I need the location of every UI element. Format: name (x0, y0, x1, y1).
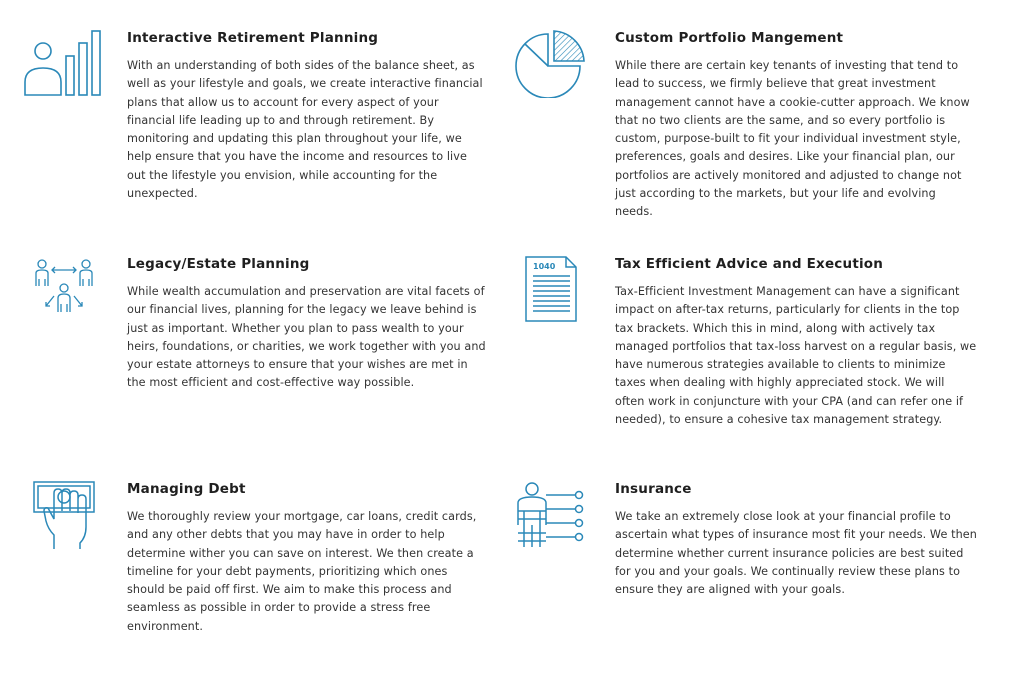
hand-money-icon (24, 481, 98, 551)
service-title: Interactive Retirement Planning (127, 30, 379, 46)
service-tax-advice (512, 256, 992, 446)
service-description: We take an extremely close look at your financial profile to ascertain what types of insurance most fit your needs. We then determine whether current insurance policies are best suited for you and your goals. We continually review these plans to ensure they are aligned with your goals. (615, 510, 977, 597)
tax-form-label: 1040 (533, 262, 556, 271)
service-managing-debt (24, 481, 494, 641)
service-title: Legacy/Estate Planning (127, 256, 310, 272)
retirement-chart-icon (24, 30, 104, 98)
pie-chart-icon (512, 30, 586, 98)
service-description: We thoroughly review your mortgage, car loans, credit cards, and any other debts that you may have in order to help determine wither you can save on interest. We then create a timeline for your debt payments, prioritizing which ones should be paid off first. We aim to make this process and seamless as possible in order to provide a stress free environment. (127, 510, 477, 633)
service-retirement-planning (24, 30, 494, 210)
service-description: While wealth accumulation and preservation are vital facets of our financial lives, planning for the legacy we leave behind is just as important. Whether you plan to pass wealth to your heirs, foundations, or charities, we work together with you and your estate attorneys to ensure that your wishes are met in the most efficient and cost-effective way possible. (127, 285, 486, 390)
service-description: While there are certain key tenants of investing that tend to lead to success, we firmly believe that great investment management cannot have a cookie-cutter approach. We know that no two clients are the same, and so every portfolio is custom, purpose-built to fit your individual investment style, preferences, goals and desires. Like your financial plan, our portfolios are actively monitored and adjusted to change not just according to the markets, but your life and evolving needs. (615, 59, 970, 219)
service-portfolio-management (512, 30, 992, 230)
service-title: Tax Efficient Advice and Execution (615, 256, 884, 272)
family-network-icon (24, 256, 100, 320)
service-insurance (512, 481, 992, 631)
service-description: Tax-Efficient Investment Management can have a significant impact on after-tax returns, particularly for clients in the top tax brackets. Which this in mind, along with actively tax managed portfolios that tax-loss harvest on a regular basis, we have numerous strategies available to clients to minimize taxes when dealing with highly appreciated stock. We will often work in conjuncture with your CPA (and can refer one if needed), to ensure a cohesive tax management strategy. (615, 285, 977, 427)
tax-form-icon (512, 256, 582, 324)
service-legacy-planning (24, 256, 494, 416)
person-insurance-icon (512, 481, 586, 551)
service-description: With an understanding of both sides of the balance sheet, as well as your lifestyle and goals, we create interactive financial plans that allow us to account for every aspect of your financial life leading up to and through retirement. By monitoring and updating this plan throughout your life, we help ensure that you have the income and resources to live out the lifestyle you envision, while accounting for the unexpected. (127, 59, 483, 201)
service-title: Insurance (615, 481, 692, 497)
service-title: Custom Portfolio Mangement (615, 30, 844, 46)
service-title: Managing Debt (127, 481, 246, 497)
